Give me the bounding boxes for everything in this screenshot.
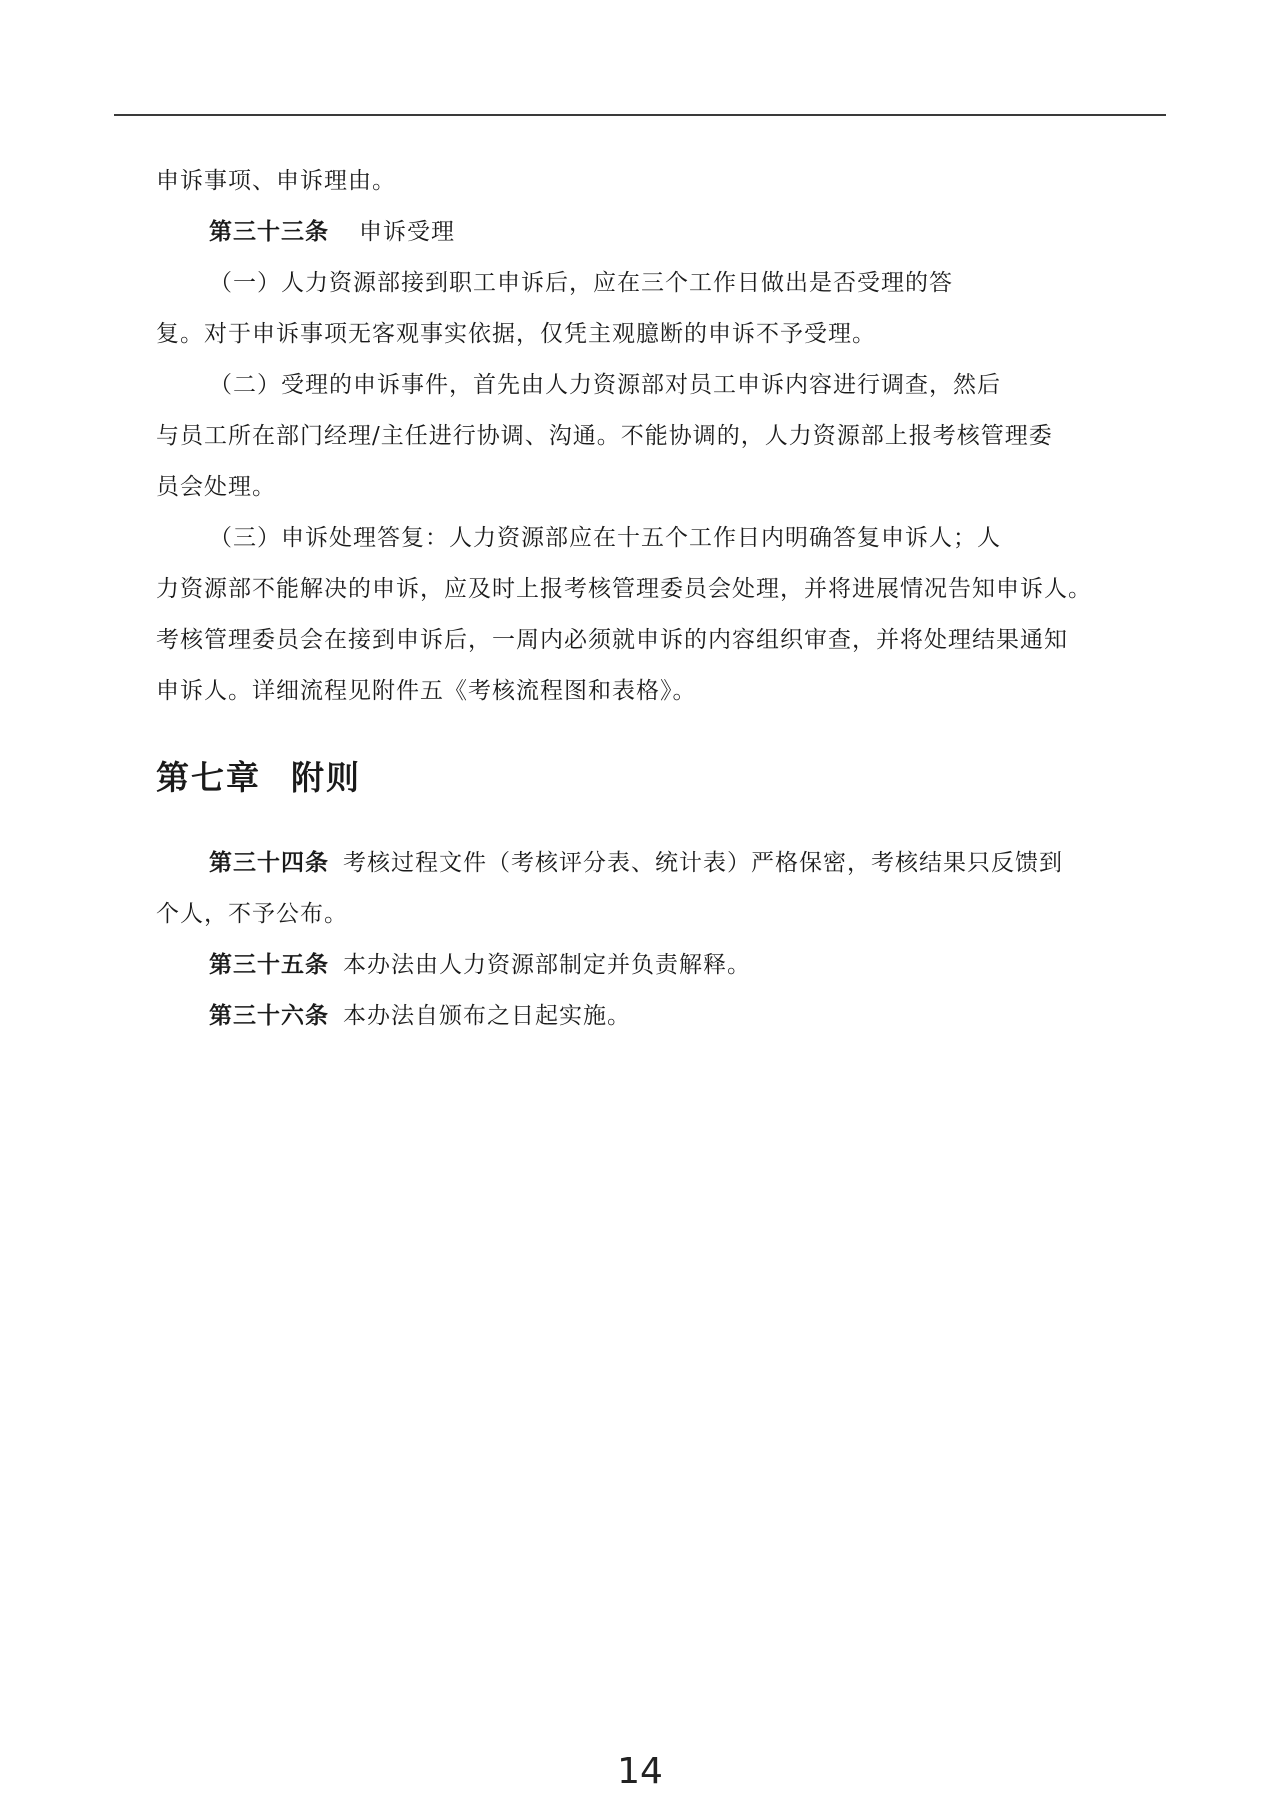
article-text: 本办法自颁布之日起实施。 — [343, 1003, 631, 1029]
text-line: 申诉人。详细流程见附件五《考核流程图和表格》。 — [156, 678, 697, 704]
article-title: 第三十六条 — [209, 1003, 329, 1029]
text-line: 与员工所在部门经理/主任进行协调、沟通。不能协调的，人力资源部上报考核管理委 — [156, 423, 1053, 449]
article-title: 第三十四条 — [209, 850, 329, 876]
article-title: 第三十五条 — [209, 952, 329, 978]
text-line: 员会处理。 — [156, 474, 276, 500]
page-number: 14 — [617, 1751, 663, 1792]
chapter-number: 第七章 — [156, 758, 261, 797]
article-text: 本办法由人力资源部制定并负责解释。 — [343, 952, 751, 978]
article-title: 第三十三条 — [209, 219, 329, 245]
text-line: 力资源部不能解决的申诉，应及时上报考核管理委员会处理，并将进展情况告知申诉人。 — [156, 576, 1092, 602]
article-text: 申诉受理 — [359, 219, 455, 245]
text-line: （一）人力资源部接到职工申诉后，应在三个工作日做出是否受理的答 — [209, 270, 953, 296]
header-rule — [114, 114, 1166, 116]
article-33 — [156, 217, 455, 247]
text-line: （三）申诉处理答复：人力资源部应在十五个工作日内明确答复申诉人；人 — [209, 525, 1001, 551]
article-34 — [156, 848, 1063, 878]
chapter-heading — [156, 758, 361, 798]
article-text: 考核过程文件（考核评分表、统计表）严格保密，考核结果只反馈到 — [343, 850, 1063, 876]
text-line: 考核管理委员会在接到申诉后，一周内必须就申诉的内容组织审查，并将处理结果通知 — [156, 627, 1068, 653]
text-line: 个人，不予公布。 — [156, 901, 348, 927]
chapter-name: 附则 — [291, 758, 361, 797]
text-line: 申诉事项、申诉理由。 — [156, 168, 396, 194]
text-line: （二）受理的申诉事件，首先由人力资源部对员工申诉内容进行调查，然后 — [209, 372, 1001, 398]
article-36 — [156, 1001, 631, 1031]
text-line: 复。对于申诉事项无客观事实依据，仅凭主观臆断的申诉不予受理。 — [156, 321, 876, 347]
article-35 — [156, 950, 751, 980]
